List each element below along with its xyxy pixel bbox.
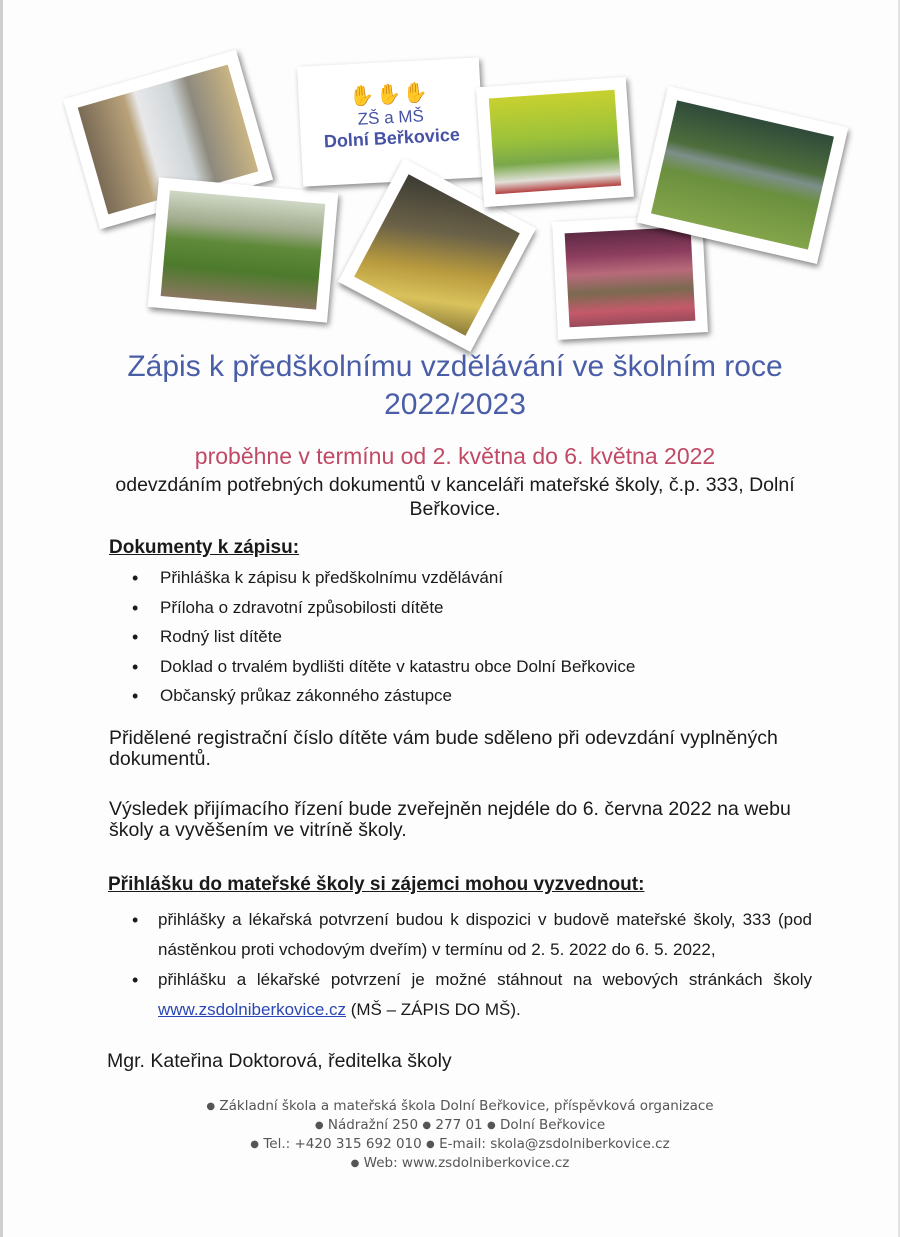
enrollment-term: proběhne v termínu od 2. května do 6. května 2022 [194,443,716,469]
page-title [60,348,850,424]
website-link[interactable]: www.zsdolniberkovice.cz [158,1000,347,1019]
list-item: • přihlášky a lékařská potvrzení budou k dispozici v budově mateřské školy, 333 (pod nástěnkou proti vchodovým dveřím) v termínu od 2. 5. 2022 do 6. 5. 2022, [112,905,812,965]
list-item: • Přihláška k zápisu k předškolnímu vzdělávání [112,566,635,596]
result-note: Výsledek přijímacího řízení bude zveřejněn nejdéle do 6. června 2022 na webu školy a vyvěšením ve vitríně školy. [109,798,791,841]
school-logo-card [297,57,485,186]
pickup-list [112,905,812,1025]
footer [150,1097,770,1173]
pickup-heading: Přihlášku do mateřské školy si zájemci mohou vyzvednout: [108,874,645,895]
list-item: • Občanský průkaz zákonného zástupce [112,684,635,714]
link-suffix: (MŠ – ZÁPIS DO MŠ). [346,1000,521,1019]
footer-line: ● Web: www.zsdolniberkovice.cz [350,1155,570,1171]
title-line: Zápis k předškolnímu vzdělávání ve školním roce [127,350,783,383]
documents-list [112,566,635,714]
list-item: • Doklad o trvalém bydlišti dítěte v katastru obce Dolní Beřkovice [112,655,635,685]
registration-note: Přidělené registrační číslo dítěte vám bude sděleno při odevzdání vyplněných dokumentů. [109,727,778,770]
painted-hands-icon: ✋✋✋ [348,81,431,109]
title-year: 2022/2023 [384,388,526,421]
footer-web: Web: www.zsdolniberkovice.cz [363,1155,570,1171]
signature: Mgr. Kateřina Doktorová, ředitelka školy [107,1050,452,1072]
footer-line: ● Tel.: +420 315 692 010 ● E-mail: skola@zsdolniberkovice.cz [250,1136,670,1152]
photo-school-garden [148,177,339,322]
list-item: • Rodný list dítěte [112,625,635,655]
footer-street: Nádražní 250 [327,1117,419,1133]
logo-school-name: Dolní Beřkovice [323,124,461,152]
footer-zip: 277 01 [435,1117,483,1133]
scan-edge [0,0,3,1237]
logo-text: ZŠ a MŠ [357,106,425,129]
list-item [112,965,812,1025]
footer-line: ● Základní škola a mateřská škola Dolní Beřkovice, příspěvková organizace [206,1098,714,1114]
delivery-note: odevzdáním potřebných dokumentů v kanceláři mateřské školy, č.p. 333, Dolní Beřkovice. [115,474,795,520]
footer-phone: Tel.: +420 315 692 010 [263,1136,422,1152]
download-text: přihlášku a lékařské potvrzení je možné stáhnout na webových stránkách školy [158,970,812,989]
footer-email: E-mail: skola@zsdolniberkovice.cz [439,1136,670,1152]
documents-heading: Dokumenty k zápisu: [109,537,300,558]
footer-city: Dolní Beřkovice [499,1117,606,1133]
footer-line: ● Nádražní 250 ● 277 01 ● Dolní Beřkovice [314,1117,606,1133]
photo-children-artwork [476,77,634,207]
footer-org: Základní škola a mateřská škola Dolní Beřkovice, příspěvková organizace [219,1098,714,1114]
list-item: • Příloha o zdravotní způsobilosti dítěte [112,596,635,626]
